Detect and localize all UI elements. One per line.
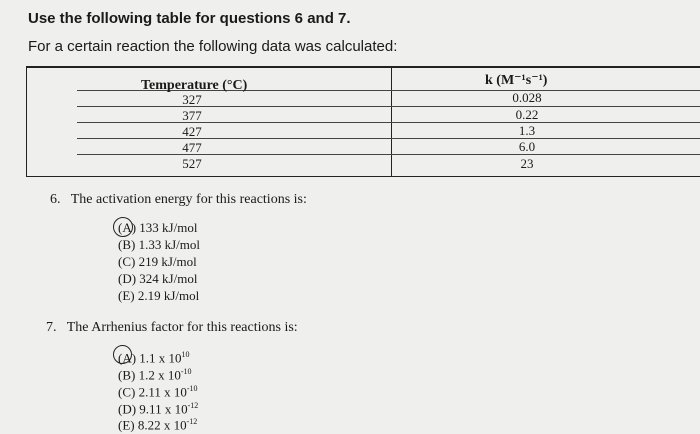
question-text: The activation energy for this reactions is: bbox=[70, 192, 307, 207]
header-temperature: Temperature (°C) bbox=[141, 78, 248, 93]
cell-temperature: 477 bbox=[182, 140, 202, 155]
option-e[interactable]: (E) 8.22 x $10^{-12}$ bbox=[118, 417, 198, 433]
option-a[interactable]: (A) 133 kJ/mol bbox=[118, 220, 198, 235]
option-b[interactable]: (B) 1.2 x $10^{-10}$ bbox=[118, 367, 192, 383]
cell-k: 6.0 bbox=[518, 139, 536, 154]
instructions: Use the following table for questions 6 and 7. bbox=[28, 10, 351, 27]
option-c[interactable]: (C) 219 kJ/mol bbox=[118, 254, 197, 269]
header-k: k (M⁻¹s⁻¹) bbox=[485, 73, 548, 88]
option-d[interactable]: (D) 9.11 x $10^{-12}$ bbox=[118, 401, 199, 417]
question-7 bbox=[46, 320, 298, 336]
data-table bbox=[26, 66, 700, 177]
option-a[interactable]: (A) 1.1 x $10^{10}$ bbox=[118, 350, 190, 366]
option-b[interactable]: (B) 1.33 kJ/mol bbox=[118, 237, 200, 252]
intro-text: For a certain reaction the following data was calculated: bbox=[28, 38, 398, 55]
question-6 bbox=[50, 192, 307, 208]
question-text: The Arrhenius factor for this reactions is: bbox=[66, 320, 298, 335]
cell-temperature: 427 bbox=[182, 124, 202, 139]
option-e[interactable]: (E) 2.19 kJ/mol bbox=[118, 288, 200, 303]
cell-temperature: 327 bbox=[182, 92, 202, 107]
cell-k: 0.22 bbox=[515, 107, 539, 122]
question-number: 6. bbox=[50, 192, 61, 207]
question-number: 7. bbox=[46, 320, 57, 335]
cell-temperature: 377 bbox=[182, 108, 202, 123]
cell-temperature: 527 bbox=[182, 156, 202, 171]
option-c[interactable]: (C) 2.11 x $10^{-10}$ bbox=[118, 384, 198, 400]
cell-k: 0.028 bbox=[512, 90, 542, 105]
cell-k: 23 bbox=[520, 156, 534, 171]
cell-k: 1.3 bbox=[518, 123, 536, 138]
option-d[interactable]: (D) 324 kJ/mol bbox=[118, 271, 198, 286]
